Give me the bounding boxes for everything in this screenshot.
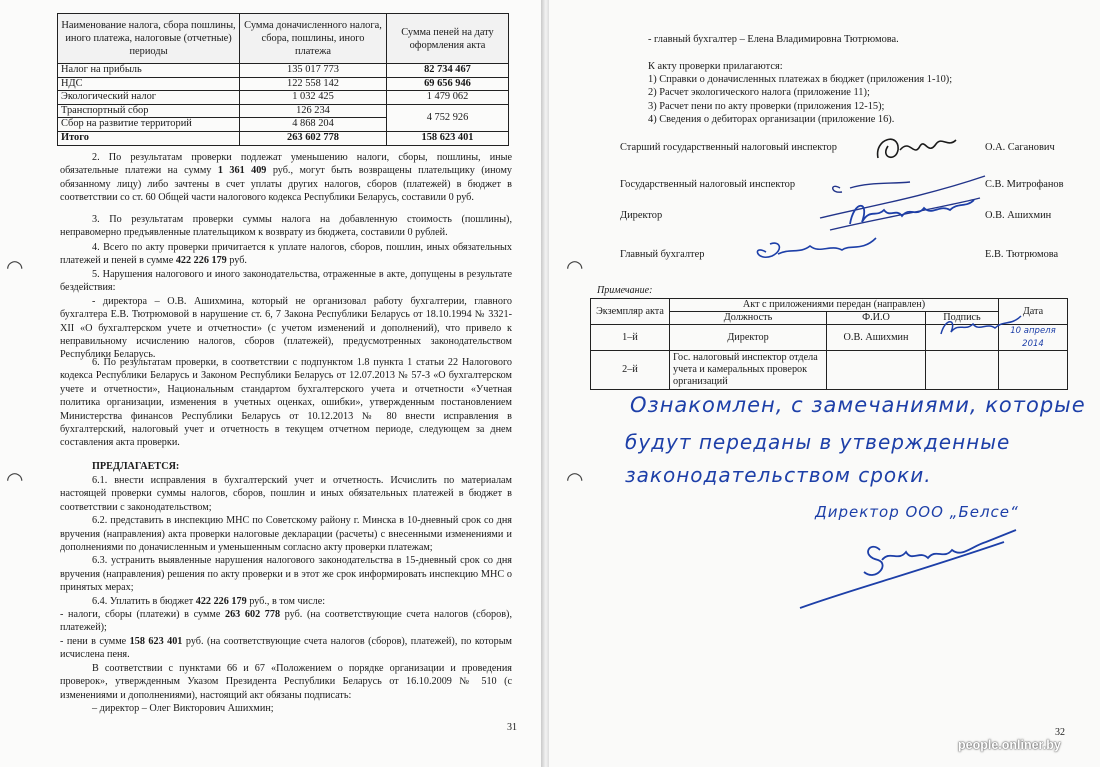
tax-amount: 126 234 [240, 104, 387, 118]
tax-penalty: 158 623 401 [387, 131, 509, 145]
copy-position: Директор [670, 325, 827, 350]
table-header: Акт с приложениями передан (направлен) [670, 299, 999, 312]
signer-name: О.В. Ашихмин [985, 210, 1052, 221]
binding-hole-icon: ◠ [566, 469, 584, 491]
signature-director [840, 194, 980, 234]
tax-assessment-table [57, 13, 509, 146]
tax-name: Транспортный сбор [58, 104, 240, 118]
signature-handwritten-director [790, 520, 1020, 615]
tax-amount: 122 558 142 [240, 77, 387, 91]
signature-saganovich [870, 128, 960, 166]
tax-penalty: 82 734 467 [387, 64, 509, 78]
table-header: Экземпляр акта [591, 299, 670, 325]
tax-amount: 4 868 204 [240, 118, 387, 132]
handwritten-line: законодательством сроки. [625, 463, 932, 487]
handwritten-line: Ознакомлен, с замечаниями, которые [630, 393, 1086, 417]
signature-accountant [750, 232, 880, 268]
signer-role: Старший государственный налоговый инспектор [620, 142, 837, 153]
binding-hole-icon: ◠ [566, 257, 584, 279]
paragraph-2: 2. По результатам проверки подлежат уменьшению налоги, сборы, пошлины, иные обязательные платежи на сумму 1 361 409 руб., могут быть возвращены плательщику (иному обязанному лицу) либо зачтены в счет уплаты других налогов, сборов (платежей) в бюджет в соответствии со ст. 60 Общей части налогового кодекса Республики Беларусь, составили 0 руб. [60, 152, 513, 204]
proposals-heading: ПРЕДЛАГАЕТСЯ: [92, 461, 180, 472]
table-row [58, 91, 509, 105]
attachments-list [648, 73, 952, 127]
table-header: Ф.И.О [827, 312, 926, 325]
proposals-block: 6.1. внести исправления в бухгалтерский учет и отчетность. Исчислить по материалам настоящей проверки суммы налогов, сборов, пошлин и иных обязательных платежей в бюджет в соответствии с законодательством; 6.2. представить в инспекцию МНС по Советскому району г. Минска в 10-дневный срок со дня вручения (направления) акта проверки налоговые декларации (расчеты) с внесенными изменениями и дополнениями по доначисленным и уменьшенным согласно акту проверки платежам; 6.3. устранить выявленные нарушения налогового законодательства в 15-дневный срок со дня вручения (направления) решения по акту проверки и в этот же срок информировать инспекцию МНС о принятых мерах; 6.4. Уплатить в бюджет 422 226 179 руб., в том числе: - налоги, сборы (платежи) в сумме 263 602 778 руб. (на соответствующие счета налогов (сборов), платежей); - пени в сумме 158 623 401 руб. (на соответствующие счета налогов (сборов), платежей), по которым исчислена пеня. В соответствии с пунктами 66 и 67 «Положением о порядке организации и проведения проверок», утвержденным Указом Президента Республики Беларусь от 16.10.2009 № 510 (с изменениями и дополнениями), настоящий акт обязаны подписать: – директор – Олег Викторович Ашихмин; [60, 475, 513, 714]
signer-name: С.В. Митрофанов [985, 179, 1064, 190]
tax-name: НДС [58, 77, 240, 91]
handwritten-line: Директор ООО „Белсе“ [815, 503, 1019, 521]
page-fold [541, 0, 549, 767]
copy-date [999, 350, 1068, 389]
page-number: 32 [1055, 727, 1065, 738]
signature-copy-table [935, 312, 1025, 342]
paragraph-4: 4. Всего по акту проверки причитается к уплате налогов, сборов, пошлин, иных обязательных платежей и пеней в сумме 422 226 179 руб. [60, 242, 512, 267]
paragraph-3: 3. По результатам проверки суммы налога на добавленную стоимость (пошлины), неправомерно предъявленные плательщиком к возврату из бюджета, составили 0 рублей. [60, 214, 512, 239]
copy-number: 2–й [591, 350, 670, 389]
list-item: 3) Расчет пени по акту проверки (приложения 12-15); [648, 100, 885, 112]
paragraph-5: 5. Нарушения налогового и иного законодательства, отраженные в акте, допущены в результате бездействия: - директора – О.В. Ашихмина, который не организовал работу бухгалтерии, главного бухгалтера Е.В. Тютрюмовой в нарушение ст. 6, 7 Закона Республики Беларусь от 18.10.1994 № 3321-XII «О бухгалтерском учете и отчетности» (с учетом изменений и дополнений), что привело к неправильному исчислению налогов, сборов (платежей), предусмотренных законодательством Республики Беларусь. [60, 269, 512, 361]
binding-hole-icon: ◠ [6, 257, 24, 279]
copy-fio [827, 350, 926, 389]
copy-number: 1–й [591, 325, 670, 350]
signer-role: Директор [620, 210, 663, 221]
tax-name: Налог на прибыль [58, 64, 240, 78]
table-header: Дата [999, 299, 1068, 325]
copy-fio: О.В. Ашихмин [827, 325, 926, 350]
tax-amount: 135 017 773 [240, 64, 387, 78]
table-header: Сумма доначисленного налога, сбора, пошлины, иного платежа [240, 14, 387, 64]
table-header: Наименование налога, сбора пошлины, иного платежа, налоговые (отчетные) периоды [58, 14, 240, 64]
tax-name: Сбор на развитие территорий [58, 118, 240, 132]
list-item: 1) Справки о доначисленных платежах в бюджет (приложения 1-10); [648, 74, 953, 85]
signer-role: Государственный налоговый инспектор [620, 179, 796, 190]
table-row [58, 104, 509, 118]
binding-hole-icon: ◠ [6, 469, 24, 491]
signer-name: О.А. Саганович [985, 142, 1055, 153]
note-label: Примечание: [597, 285, 653, 296]
list-item: 4) Сведения о дебиторах организации (приложение 16). [648, 114, 895, 126]
handwritten-line: будут переданы в утвержденные [625, 430, 1011, 454]
page-number: 31 [507, 722, 517, 733]
table-header: Сумма пеней на дату оформления акта [387, 14, 509, 64]
table-row [591, 350, 1068, 389]
list-item: 2) Расчет экологического налога (приложение 11); [648, 87, 870, 99]
table-header: Должность [670, 312, 827, 325]
tax-penalty: 69 656 946 [387, 77, 509, 91]
paragraph-6: 6. По результатам проверки, в соответствии с подпунктом 1.8 пункта 1 статьи 22 Налогового кодекса Республики Беларусь и Законом Республики Беларусь от 12.07.2013 № 57-З «О бухгалтерском учете и отчетности», Национальным стандартом бухгалтерского учета и отчетности «Учетная политика организации, изменения в учетных оценках, ошибки», утвержденным постановлением Министерства финансов Республики Беларусь от 10.12.2013 № 80 внести исправления в бухгалтерский, налоговый учет и отчетность в текущем отчетном периоде, следующем за днем составления акта проверки. [60, 357, 512, 449]
table-row [58, 64, 509, 78]
copy-position: Гос. налоговый инспектор отдела учета и камеральных проверок организаций [670, 350, 827, 389]
accountant-line: - главный бухгалтер – Елена Владимировна Тютрюмова. [648, 34, 899, 45]
tax-penalty: 1 479 062 [387, 91, 509, 105]
table-row-total [58, 131, 509, 145]
tax-penalty: 4 752 926 [387, 104, 509, 131]
signer-name: Е.В. Тютрюмова [985, 249, 1059, 260]
tax-amount: 1 032 425 [240, 91, 387, 105]
copy-date: 10 апреля 2014 [999, 325, 1068, 350]
tax-name: Итого [58, 131, 240, 145]
watermark: people.onliner.by [958, 738, 1061, 752]
table-header: Подпись [926, 312, 999, 325]
attachments-title: К акту проверки прилагаются: [648, 61, 783, 72]
table-row [58, 77, 509, 91]
tax-name: Экологический налог [58, 91, 240, 105]
tax-amount: 263 602 778 [240, 131, 387, 145]
copy-signature [926, 350, 999, 389]
signer-role: Главный бухгалтер [620, 249, 705, 260]
